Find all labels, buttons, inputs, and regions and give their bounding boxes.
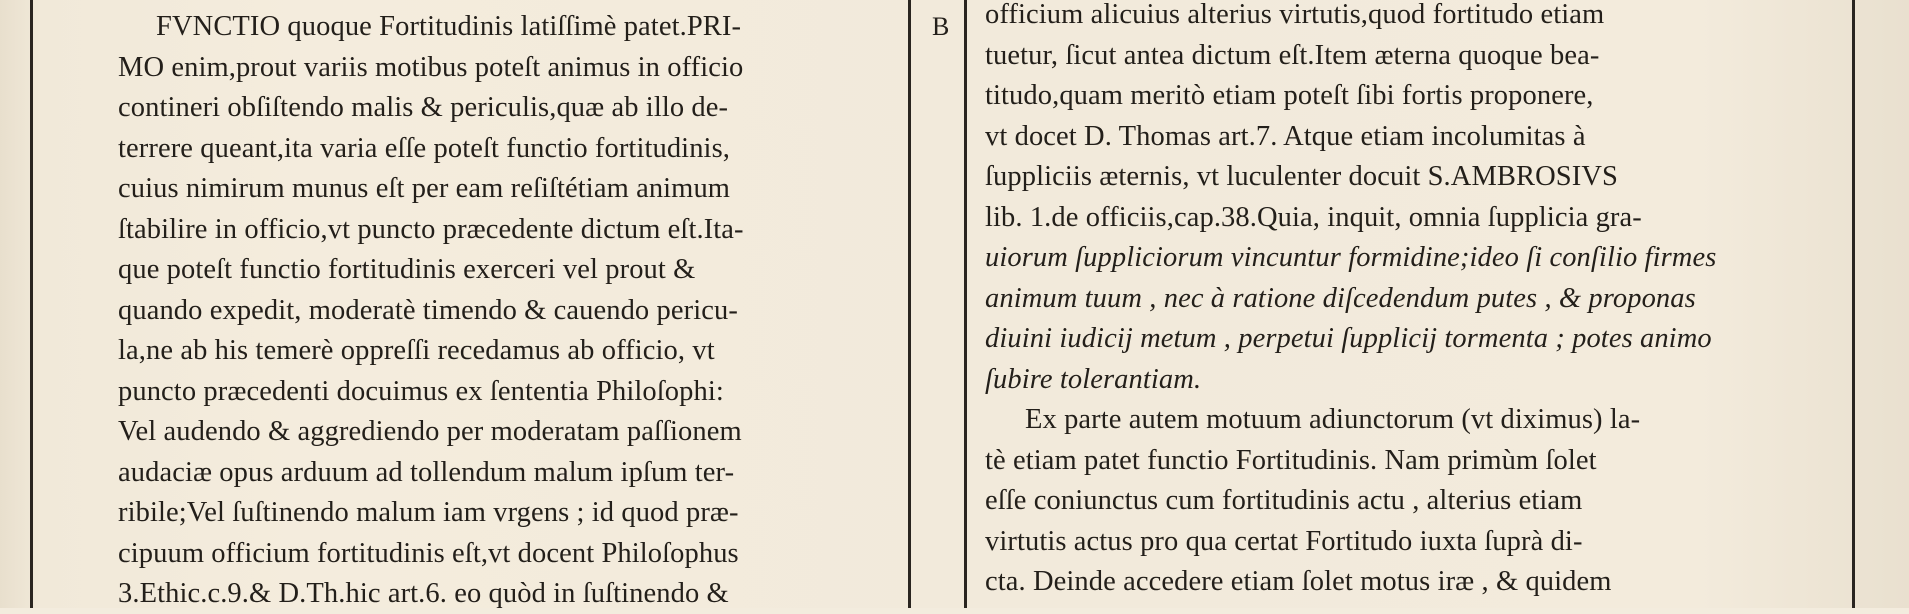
right-column-line: uiorum ſuppliciorum vincuntur formidine;ideo ſi conſilio firmes [985, 242, 1717, 273]
left-column-line: FVNCTIO quoque Fortitudinis latiſſimè patet.PRI- [156, 11, 742, 42]
left-column-line: Vel audendo & aggrediendo per moderatam paſſionem [118, 416, 742, 447]
left-column-line: ribile;Vel ſuſtinendo malum iam vrgens ; id quod præ- [118, 497, 739, 528]
right-column-line: vt docet D. Thomas art.7. Atque etiam incolumitas à [985, 120, 1586, 152]
right-column-line: virtutis actus pro qua certat Fortitudo iuxta ſuprà di- [985, 525, 1583, 557]
right-column-line: Ex parte autem motuum adiunctorum (vt diximus) la- [1025, 404, 1641, 435]
left-column-line: puncto præcedenti docuimus ex ſententia Philoſophi: [118, 375, 724, 407]
left-column-line: 3.Ethic.c.9.& D.Th.hic art.6. eo quòd in ſuſtinendo & [118, 578, 729, 609]
right-column-line: officium alicuius alterius virtutis,quod fortitudo etiam [985, 0, 1605, 30]
left-column-line: contineri obſiſtendo malis & periculis,quæ ab illo de- [118, 92, 729, 123]
right-column-line: ſuppliciis æternis, vt luculenter docuit S.AMBROSIVS [985, 161, 1618, 192]
left-column-line: la,ne ab his temerè oppreſſi recedamus ab officio, vt [118, 335, 715, 366]
right-column-line: diuini iudicij metum , perpetui ſupplicij tormenta ; potes animo [985, 323, 1712, 354]
left-column-line: terrere queant,ita varia eſſe poteſt functio fortitudinis, [118, 132, 730, 164]
right-column-line: tè etiam patet functio Fortitudinis. Nam primùm ſolet [985, 444, 1597, 476]
right-column-line: eſſe coniunctus cum fortitudinis actu , alterius etiam [985, 485, 1583, 516]
left-border-rule [30, 0, 33, 608]
right-column-line: animum tuum , nec à ratione diſcedendum putes , & proponas [985, 282, 1696, 314]
right-column-line: tuetur, ſicut antea dictum eſt.Item æterna quoque bea- [985, 39, 1600, 71]
left-column-rule [908, 0, 911, 608]
left-column-line: MO enim,prout variis motibus poteſt animus in officio [118, 51, 744, 83]
left-column-line: audaciæ opus arduum ad tollendum malum ipſum ter- [118, 456, 735, 488]
right-column-line: titudo,quam meritò etiam poteſt ſibi fortis proponere, [985, 80, 1594, 111]
margin-letter: B [932, 12, 950, 41]
left-column-line: que poteſt functio fortitudinis exerceri vel prout & [118, 254, 696, 285]
right-column-rule [964, 0, 967, 608]
left-column-line: cipuum officium fortitudinis eſt,vt docent Philoſophus [118, 537, 739, 569]
right-column-line: lib. 1.de officiis,cap.38.Quia, inquit, omnia ſupplicia gra- [985, 201, 1642, 233]
right-border-rule [1852, 0, 1855, 608]
left-column-line: cuius nimirum munus eſt per eam reſiſtétiam animum [118, 173, 731, 204]
right-column-line: cta. Deinde accedere etiam ſolet motus iræ , & quidem [985, 566, 1612, 597]
left-column-line: ſtabilire in officio,vt puncto præcedente dictum eſt.Ita- [118, 213, 744, 245]
right-column-line: ſubire tolerantiam. [985, 363, 1202, 395]
left-column-line: quando expedit, moderatè timendo & cauendo pericu- [118, 294, 738, 326]
